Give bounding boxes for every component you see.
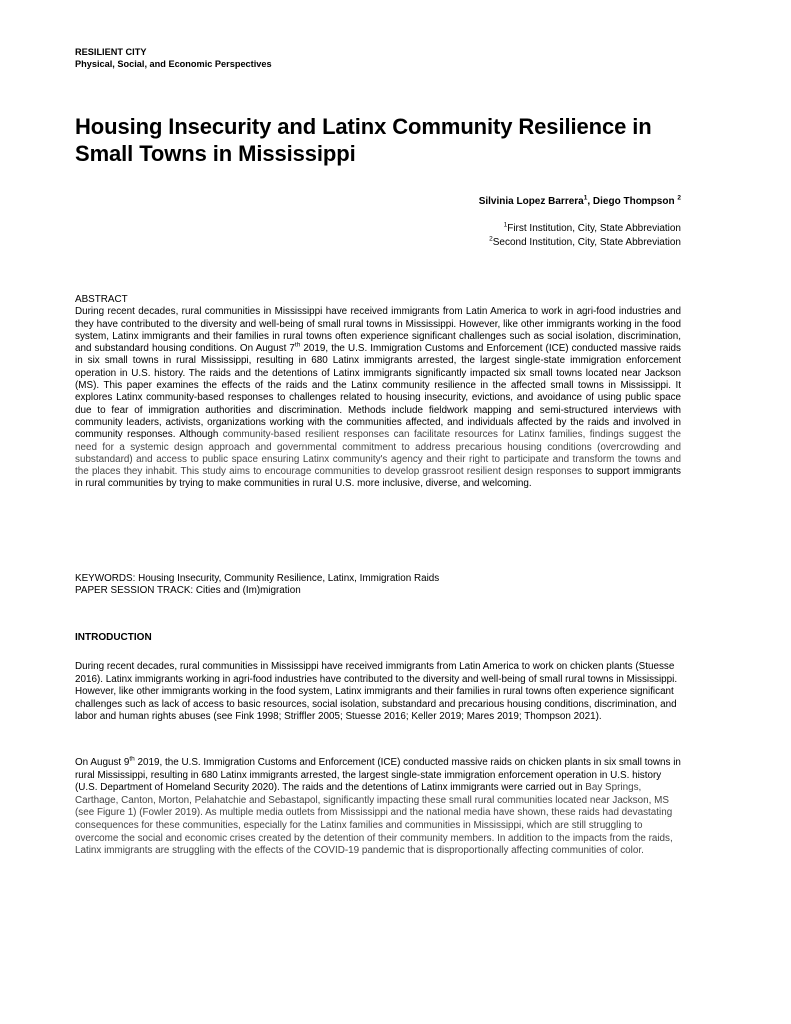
abstract-text: community-based resilient responses can facilitate resources for Latinx families, findings suggest the need for a systemic design approach and governmental commitment to address precarious housing conditions (overcrowding and substandard) and access to public space ensuring Latinx community's agency and their right to participate and transform the towns and the places they inhabit. This study aims to encourage communities to develop grassroot resilient design responses: [75, 429, 681, 478]
author-affiliation-mark: 1: [583, 194, 588, 202]
affiliation-list: [489, 222, 681, 249]
abstract: [75, 294, 681, 491]
author-separator: ,: [587, 196, 593, 207]
body-paragraph: [75, 757, 681, 858]
body-paragraph: During recent decades, rural communities in Mississippi have received immigrants from Latin America to work on chicken plants (Stuesse 2016). Latinx immigrants working in agri-food industries have contributed to the diversity and well-being of small rural towns in Mississippi. However, like other immigrants working in the food system, Latinx immigrants and their families in rural towns often experience significant challenges such as lack of access to basic resources, social isolation, substandard and precarious housing conditions, discrimination, and labor and human rights abuses (see Fink 1998; Striffler 2005; Stuesse 2016; Keller 2019; Mares 2019; Thompson 2021).: [75, 661, 678, 723]
abstract-heading: ABSTRACT: [75, 294, 128, 305]
author-list: [479, 196, 681, 207]
affiliation-text: Second Institution, City, State Abbreviation: [492, 236, 681, 248]
ordinal-suffix: th: [129, 755, 135, 763]
running-head-subtitle: Physical, Social, and Economic Perspectives: [75, 58, 272, 69]
affiliation: [489, 222, 681, 236]
paper-title: Housing Insecurity and Latinx Community Resilience in Small Towns in Mississippi: [75, 114, 652, 166]
abstract-text: to support immigrants in rural communities by trying to make communities in rural U.S. more inclusive, diverse, and welcoming.: [75, 466, 681, 490]
author-affiliation-mark: 2: [677, 194, 681, 202]
paragraph-text: 2019, the U.S. Immigration Customs and Enforcement (ICE) conducted massive raids on chicken plants in six small towns in rural Mississippi, resulting in 680 Latinx immigrants arrested, the largest single-state immigration enforcement operation in U.S. history (U.S. Department of Homeland Security 2020). The raids and the detentions of Latinx immigrants were carried out in: [75, 757, 681, 794]
running-head: [75, 47, 272, 70]
abstract-text: 2019, the U.S. Immigration Customs and Enforcement (ICE) conducted massive raids in six small towns in rural Mississippi, resulting in 680 Latinx immigrants arrested, the largest single-state immigration enforcement operation in U.S. history. The raids and the detentions of Latinx immigrants significantly impacted six small towns located near Jackson (MS). This paper examines the effects of the raids and the Latinx community resilience in the affected small towns in Mississippi. It explores Latinx community-based responses to challenges related to housing insecurity, evictions, and avoidance of using public space due to fear of immigration authorities and discrimination. Methods include fieldwork mapping and semi-structured interviews with community leaders, activists, organizations working with the communities affected, and individuals affected by the raids and involved in community responses. Although: [75, 343, 681, 441]
keywords-block: [75, 573, 681, 598]
abstract-text: During recent decades, rural communities in Mississippi have received immigrants from Latin America to work in agri-food industries and they have contributed to the diversity and well-being of small rural towns in Mississippi. However, like other immigrants working in the food system, Latinx immigrants and their families in rural towns often experience significant challenges such as social isolation, discrimination, and substandard housing conditions. On August 7: [75, 306, 681, 355]
ordinal-suffix: th: [294, 341, 301, 349]
affiliation-text: First Institution, City, State Abbreviation: [507, 223, 681, 234]
keywords-line: KEYWORDS: Housing Insecurity, Community Resilience, Latinx, Immigration Raids: [75, 573, 440, 584]
running-head-title: RESILIENT CITY: [75, 47, 147, 57]
author-name: Silvinia Lopez Barrera: [478, 196, 584, 207]
affiliation-mark: 2: [489, 235, 493, 243]
paragraph-text: Bay Springs, Carthage, Canton, Morton, Pelahatchie and Sebastapol, significantly impacting these small rural communities located near Jackson, MS (see Figure 1) (Fowler 2019). As multiple media outlets from Mississippi and the national media have shown, these raids had devastating consequences for these communities, especially for the Latinx families and communities in Mississippi, which are still struggling to overcome the social and economic crises created by the detention of their community members. In addition to the impacts from the raids, Latinx immigrants are struggling with the effects of the COVID-19 pandemic that is disproportionally affecting communities of color.: [75, 782, 673, 857]
section-heading: INTRODUCTION: [75, 632, 152, 643]
affiliation-mark: 1: [503, 221, 508, 229]
affiliation: [489, 236, 681, 250]
paragraph-text: On August 9: [75, 757, 130, 768]
paper-session-track: PAPER SESSION TRACK: Cities and (Im)migration: [75, 585, 301, 597]
author-name: Diego Thompson: [592, 196, 675, 207]
